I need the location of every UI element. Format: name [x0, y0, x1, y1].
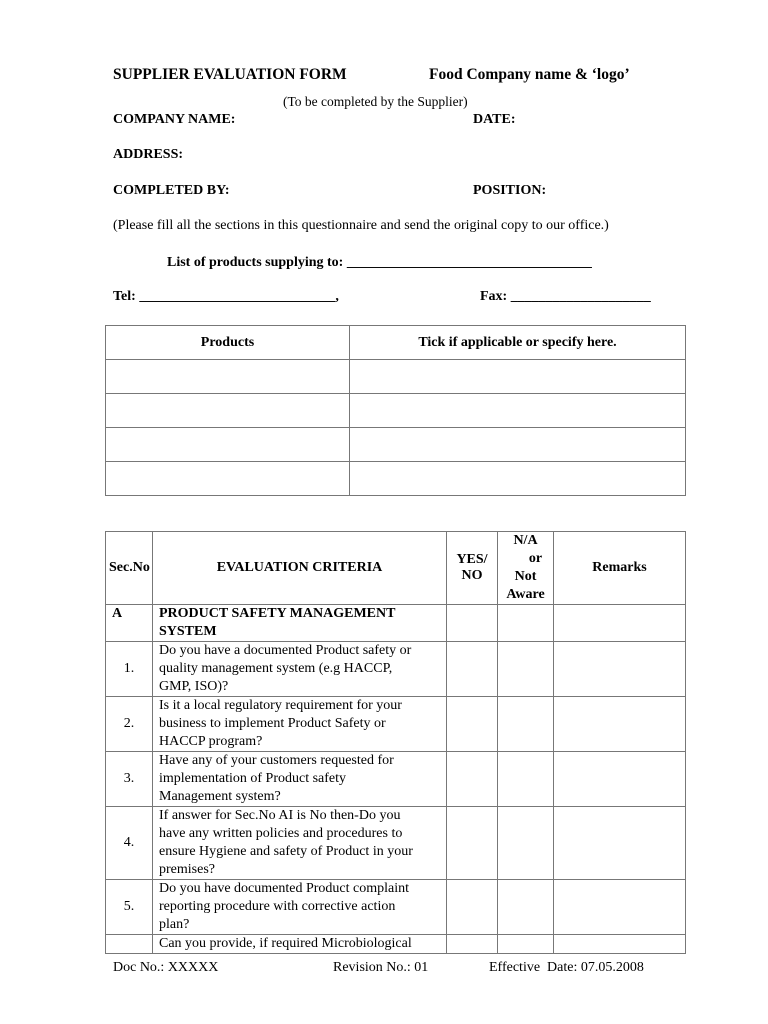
- company-name-label: COMPANY NAME:: [113, 112, 236, 127]
- effective-date: Effective Date: 07.05.2008: [489, 960, 644, 975]
- na-cell[interactable]: [498, 880, 554, 935]
- question-line: HACCP program?: [159, 734, 263, 749]
- remarks-cell[interactable]: [554, 697, 686, 752]
- remarks-header: Remarks: [554, 532, 686, 605]
- yes-no-cell[interactable]: [447, 605, 498, 642]
- question-line: Have any of your customers requested for: [159, 753, 394, 768]
- sec-no-header: Sec.No: [106, 532, 153, 605]
- tick-cell[interactable]: [350, 394, 686, 428]
- revision-number: Revision No.: 01: [333, 960, 429, 975]
- na-line-2: or: [528, 551, 543, 566]
- evaluation-criteria-table: [105, 531, 686, 954]
- question-number: 4.: [106, 807, 153, 880]
- section-row: [106, 605, 686, 642]
- question-line: Management system?: [159, 789, 281, 804]
- question-text: [153, 642, 447, 697]
- instructions-text: (Please fill all the sections in this questionnaire and send the original copy to our office.): [113, 218, 609, 233]
- remarks-cell[interactable]: [554, 880, 686, 935]
- table-row: [106, 360, 686, 394]
- question-line: premises?: [159, 862, 215, 877]
- yes-no-cell[interactable]: [447, 697, 498, 752]
- yes-no-cell[interactable]: [447, 807, 498, 880]
- yes-no-cell[interactable]: [447, 935, 498, 954]
- fax-field: Fax: ____________________: [480, 289, 651, 304]
- product-cell[interactable]: [106, 462, 350, 496]
- tick-cell[interactable]: [350, 462, 686, 496]
- question-line: Is it a local regulatory requirement for your: [159, 698, 402, 713]
- remarks-cell[interactable]: [554, 752, 686, 807]
- question-line: GMP, ISO)?: [159, 679, 229, 694]
- company-logo-placeholder: Food Company name & ‘logo’: [429, 66, 630, 83]
- question-number: 3.: [106, 752, 153, 807]
- question-line: Do you have a documented Product safety or: [159, 643, 412, 658]
- yes-no-cell[interactable]: [447, 642, 498, 697]
- tel-field: Tel: ____________________________,: [113, 289, 339, 304]
- section-title: [153, 605, 447, 642]
- section-title-line-2: SYSTEM: [159, 624, 217, 639]
- criteria-header: EVALUATION CRITERIA: [153, 532, 447, 605]
- question-line: If answer for Sec.No AI is No then-Do you: [159, 808, 401, 823]
- yes-no-header: [447, 532, 498, 605]
- question-text: [153, 697, 447, 752]
- product-cell[interactable]: [106, 360, 350, 394]
- question-text: [153, 807, 447, 880]
- remarks-cell[interactable]: [554, 807, 686, 880]
- question-line: have any written policies and procedures to: [159, 826, 403, 841]
- question-line: business to implement Product Safety or: [159, 716, 386, 731]
- table-row: [106, 880, 686, 935]
- na-cell[interactable]: [498, 807, 554, 880]
- position-label: POSITION:: [473, 183, 547, 198]
- remarks-cell[interactable]: [554, 605, 686, 642]
- na-cell[interactable]: [498, 935, 554, 954]
- section-id: A: [106, 605, 153, 642]
- question-text: [153, 752, 447, 807]
- tick-cell[interactable]: [350, 360, 686, 394]
- products-list-field: List of products supplying to: ___________________________________: [167, 255, 592, 270]
- question-text: [153, 935, 447, 954]
- na-line-4: Aware: [506, 587, 545, 602]
- tick-cell[interactable]: [350, 428, 686, 462]
- product-cell[interactable]: [106, 428, 350, 462]
- table-row: [106, 752, 686, 807]
- question-line: implementation of Product safety: [159, 771, 347, 786]
- yes-no-line-2: NO: [461, 568, 483, 583]
- date-label: DATE:: [473, 112, 516, 127]
- table-row: [106, 394, 686, 428]
- question-number: 1.: [106, 642, 153, 697]
- products-table: [105, 325, 686, 496]
- question-line: quality management system (e.g HACCP,: [159, 661, 393, 676]
- na-cell[interactable]: [498, 697, 554, 752]
- table-row: [106, 462, 686, 496]
- question-text: [153, 880, 447, 935]
- doc-number: Doc No.: XXXXX: [113, 960, 219, 975]
- question-number: [106, 935, 153, 954]
- criteria-table-header: [106, 532, 686, 605]
- tick-header: Tick if applicable or specify here.: [350, 326, 686, 360]
- section-title-line-1: PRODUCT SAFETY MANAGEMENT: [159, 606, 396, 621]
- na-cell[interactable]: [498, 642, 554, 697]
- table-row: [106, 697, 686, 752]
- question-number: 5.: [106, 880, 153, 935]
- product-cell[interactable]: [106, 394, 350, 428]
- form-title: SUPPLIER EVALUATION FORM: [113, 66, 347, 83]
- question-line: Do you have documented Product complaint: [159, 881, 409, 896]
- question-line: reporting procedure with corrective action: [159, 899, 396, 914]
- products-header: Products: [106, 326, 350, 360]
- table-row: [106, 935, 686, 954]
- question-line: ensure Hygiene and safety of Product in your: [159, 844, 413, 859]
- completed-by-label: COMPLETED BY:: [113, 183, 230, 198]
- na-line-3: Not: [514, 569, 537, 584]
- question-line: Can you provide, if required Microbiological: [159, 936, 412, 951]
- table-row: [106, 642, 686, 697]
- yes-no-line-1: YES/: [456, 552, 488, 567]
- address-label: ADDRESS:: [113, 147, 184, 162]
- na-cell[interactable]: [498, 605, 554, 642]
- remarks-cell[interactable]: [554, 935, 686, 954]
- na-cell[interactable]: [498, 752, 554, 807]
- products-table-header: [106, 326, 686, 360]
- na-line-1: N/A: [513, 533, 538, 548]
- na-header: [498, 532, 554, 605]
- form-subtitle: (To be completed by the Supplier): [283, 94, 468, 109]
- remarks-cell[interactable]: [554, 642, 686, 697]
- table-row: [106, 428, 686, 462]
- question-number: 2.: [106, 697, 153, 752]
- question-line: plan?: [159, 917, 190, 932]
- yes-no-cell[interactable]: [447, 880, 498, 935]
- table-row: [106, 807, 686, 880]
- yes-no-cell[interactable]: [447, 752, 498, 807]
